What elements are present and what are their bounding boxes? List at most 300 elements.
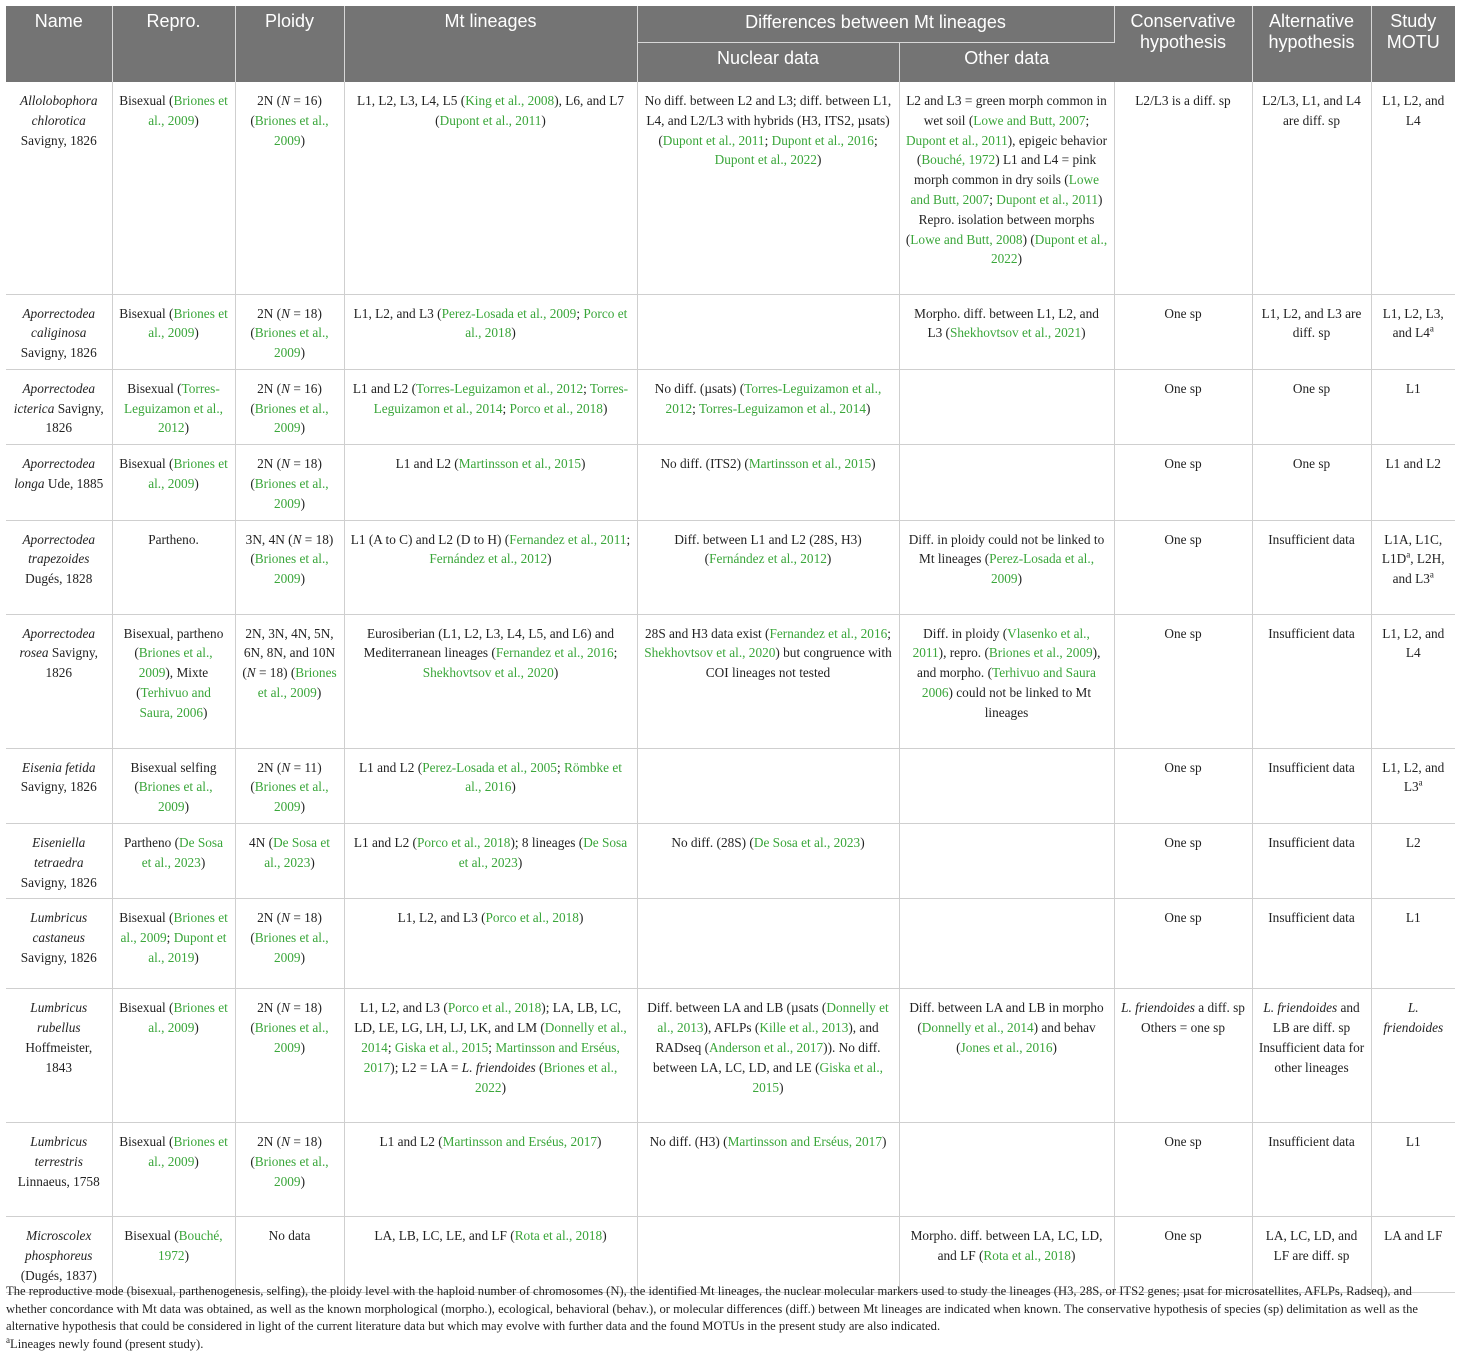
- italic-text: L. friendoides: [1383, 1000, 1444, 1036]
- cell-text: = 18) (: [250, 531, 334, 567]
- citation-link[interactable]: Rota et al., 2018: [514, 1228, 603, 1244]
- species-authority: Savigny, 1826: [20, 345, 97, 361]
- footnote-a: [6, 1336, 1455, 1354]
- header-mt-lineages: Mt lineages: [344, 6, 637, 82]
- citation-link[interactable]: Fernandez et al., 2016: [769, 625, 888, 641]
- species-name: Microscolex phosphoreus: [25, 1228, 93, 1264]
- cell-text: ): [194, 950, 199, 966]
- cell-text: ;: [583, 380, 590, 396]
- cell-text: Eurosiberian (L1, L2, L3, L4, L5, and L6) and Mediterranean lineages (: [363, 625, 615, 661]
- citation-link[interactable]: Briones et al., 2009: [254, 476, 329, 511]
- cell-text: Diff. in ploidy could not be linked to Mt lineages (: [908, 531, 1105, 567]
- citation-link[interactable]: Giska et al., 2015: [394, 1040, 489, 1056]
- citation-link[interactable]: Fernandez et al., 2016: [495, 645, 614, 661]
- footnote-marker: a: [1418, 778, 1423, 789]
- citation-link[interactable]: Shekhovtsov et al., 2020: [422, 665, 554, 681]
- cell-text: ): [881, 1134, 887, 1150]
- cell-text: 4N (: [249, 835, 274, 851]
- citation-link[interactable]: Martinsson and Erséus, 2017: [442, 1134, 598, 1150]
- species-name: Aporrectodea longa: [14, 456, 96, 492]
- citation-link[interactable]: Briones et al., 2009: [254, 1154, 329, 1190]
- citation-link[interactable]: Briones et al., 2009: [148, 1134, 228, 1170]
- cell-mt: [344, 899, 637, 989]
- citation-link[interactable]: Dupont et al., 2011: [905, 132, 1008, 148]
- cell-text: ): [200, 854, 206, 870]
- species-name: Aporrectodea trapezoides: [22, 531, 96, 567]
- cell-name: [6, 369, 112, 444]
- citation-link[interactable]: Torres-Leguizamon et al., 2014: [698, 400, 866, 416]
- cell-text: ): [300, 950, 306, 966]
- citation-link[interactable]: Briones et al., 2009: [138, 645, 213, 681]
- cell-mt: [344, 824, 637, 899]
- cell-alt: [1252, 899, 1371, 989]
- italic-text: N: [281, 93, 290, 108]
- footnote-a-mark: a: [6, 1334, 10, 1345]
- citation-link[interactable]: Anderson et al., 2017: [709, 1040, 824, 1056]
- cell-text: ): [541, 112, 546, 128]
- cell-text: ), and morpho. (: [917, 645, 1101, 681]
- header-name: Name: [6, 6, 112, 82]
- cell-ploidy: [235, 369, 344, 444]
- cell-cons: [1114, 294, 1252, 369]
- cell-ploidy: [235, 824, 344, 899]
- citation-link[interactable]: Donnelly et al., 2013: [657, 1000, 889, 1036]
- citation-link[interactable]: Briones et al., 2009: [254, 1020, 329, 1056]
- header-motu: Study MOTU: [1371, 6, 1455, 82]
- citation-link[interactable]: Briones et al., 2009: [254, 551, 329, 587]
- cell-text: L1: [1405, 1134, 1421, 1150]
- cell-name: [6, 294, 112, 369]
- cell-other: [899, 614, 1114, 748]
- citation-link[interactable]: Briones et al., 2009: [148, 456, 228, 492]
- cell-text: ): [547, 551, 552, 567]
- table-row: [6, 1123, 1455, 1217]
- cell-alt: [1252, 748, 1371, 823]
- table-row: [6, 369, 1455, 444]
- cell-text: Diff. between L1 and L2 (28S, H3) (: [674, 531, 862, 567]
- cell-text: Bisexual (: [127, 380, 182, 396]
- cell-alt: [1252, 989, 1371, 1123]
- cell-text: ): [511, 325, 516, 341]
- cell-text: ): [184, 420, 190, 436]
- cell-nuclear: [637, 748, 899, 823]
- cell-text: Diff. in ploidy (: [923, 625, 1008, 641]
- citation-link[interactable]: Briones et al., 2009: [254, 400, 329, 436]
- citation-link[interactable]: Briones et al., 2009: [254, 779, 329, 815]
- cell-text: Diff. between LA and LB in morpho (: [909, 1000, 1104, 1036]
- citation-link[interactable]: Shekhovtsov et al., 2020: [644, 645, 776, 661]
- italic-text: L. friendoides: [1121, 1000, 1195, 1016]
- cell-text: ): [597, 1134, 602, 1150]
- citation-link[interactable]: Martinsson et al., 2015: [748, 456, 872, 472]
- citation-link[interactable]: Dupont et al., 2016: [771, 132, 874, 148]
- cell-alt: [1252, 445, 1371, 520]
- cell-text: = 18) (: [250, 1134, 322, 1170]
- citation-link[interactable]: Bouché, 1972: [157, 1228, 223, 1264]
- cell-motu: [1371, 82, 1455, 294]
- citation-link[interactable]: Briones et al., 2009: [254, 112, 329, 148]
- cell-text: a diff. sp: [1194, 1000, 1245, 1016]
- citation-link[interactable]: Giska et al., 2015: [752, 1059, 884, 1095]
- citation-link[interactable]: Vlasenko et al., 2011: [912, 625, 1090, 661]
- species-name: Allolobophora chlorotica: [19, 93, 98, 128]
- cell-alt: [1252, 1123, 1371, 1217]
- citation-link[interactable]: Briones et al., 2009: [254, 930, 329, 966]
- cell-text: ;: [1085, 112, 1090, 128]
- cell-text: L1: [1405, 910, 1421, 926]
- cell-mt: [344, 748, 637, 823]
- citation-link[interactable]: Rota et al., 2018: [983, 1248, 1071, 1264]
- citation-link[interactable]: Briones et al., 2009: [148, 93, 228, 128]
- cell-text: ): [866, 400, 871, 416]
- cell-text: L1 and L2 (: [395, 456, 459, 472]
- citation-link[interactable]: Torres-Leguizamon et al., 2012: [416, 380, 584, 396]
- species-name: Aporrectodea caliginosa: [22, 305, 96, 341]
- cell-text: ): [871, 456, 876, 472]
- footnote-marker: a: [1429, 323, 1434, 334]
- citation-link[interactable]: Torres-Leguizamon et al., 2012: [665, 380, 882, 416]
- citation-link[interactable]: Kille et al., 2013: [759, 1020, 849, 1036]
- citation-link[interactable]: Terhivuo and Saura, 2006: [139, 685, 211, 720]
- cell-text: = 16) (: [250, 93, 322, 128]
- cell-name: [6, 989, 112, 1123]
- cell-text: ): [194, 1154, 199, 1170]
- cell-nuclear: [637, 520, 899, 614]
- cell-cons: [1114, 989, 1252, 1123]
- citation-link[interactable]: Briones et al., 2009: [257, 665, 337, 701]
- cell-text: = 16) (: [250, 380, 322, 416]
- citation-link[interactable]: Dupont et al., 2011: [439, 112, 542, 128]
- table-row: [6, 294, 1455, 369]
- cell-nuclear: [637, 294, 899, 369]
- citation-link[interactable]: Fernández et al., 2012: [429, 551, 548, 567]
- cell-repro: [112, 520, 235, 614]
- citation-link[interactable]: De Sosa et al., 2023: [141, 835, 223, 870]
- cell-text: ): [602, 400, 608, 416]
- cell-other: [899, 824, 1114, 899]
- cell-cons: [1114, 899, 1252, 989]
- cell-text: ): [1017, 571, 1023, 587]
- cell-mt: [344, 614, 637, 748]
- cell-text: 2N (: [257, 910, 282, 926]
- citation-link[interactable]: Perez-Losada et al., 2009: [441, 305, 577, 321]
- cell-alt: [1252, 614, 1371, 748]
- citation-link[interactable]: Porco et al., 2018: [417, 835, 511, 851]
- citation-link[interactable]: Martinsson et al., 2015: [458, 456, 581, 472]
- cell-text: ): [316, 685, 322, 701]
- cell-text: 2N (: [257, 93, 282, 108]
- citation-link[interactable]: Römbke et al., 2016: [465, 759, 622, 795]
- citation-link[interactable]: Dupont et al., 2019: [148, 930, 227, 966]
- cell-text: ): [194, 325, 199, 341]
- cell-motu: [1371, 445, 1455, 520]
- cell-text: One sp: [1164, 305, 1202, 321]
- citation-link[interactable]: Donnelly et al., 2014: [921, 1020, 1034, 1036]
- citation-link[interactable]: Dupont et al., 2011: [662, 132, 765, 148]
- cell-text: One sp: [1164, 1228, 1202, 1244]
- citation-link[interactable]: Martinsson and Erséus, 2017: [363, 1040, 620, 1075]
- cell-text: Partheno (: [124, 835, 180, 851]
- species-authority: Linnaeus, 1758: [17, 1174, 100, 1190]
- cell-text: ); LA, LB, LC, LD, LE, LG, LH, LJ, LK, and LM (: [354, 1000, 622, 1036]
- cell-text: ) could not be linked to Mt lineages: [948, 685, 1092, 720]
- citation-link[interactable]: Porco et al., 2018: [465, 305, 628, 341]
- citation-link[interactable]: Lowe and Butt, 2007: [910, 172, 1100, 207]
- species-authority: Savigny, 1826: [20, 132, 97, 148]
- cell-text: L1 and L2 (: [353, 835, 417, 851]
- cell-text: ): [501, 1079, 507, 1095]
- citation-link[interactable]: Jones et al., 2016: [960, 1040, 1053, 1056]
- cell-text: Others = one sp: [1141, 1020, 1225, 1036]
- citation-link[interactable]: Shekhovtsov et al., 2021: [949, 325, 1082, 341]
- cell-ploidy: [235, 82, 344, 294]
- table-footnotes: [6, 1283, 1455, 1353]
- cell-text: , L2H, and L3: [1392, 551, 1445, 587]
- cell-text: 2N (: [257, 380, 282, 396]
- cell-text: Insufficient data: [1268, 759, 1355, 775]
- cell-text: ), repro. (: [938, 645, 989, 661]
- cell-text: 2N (: [257, 759, 282, 775]
- citation-link[interactable]: Fernández et al., 2012: [709, 551, 827, 567]
- cell-text: )). No diff. between LA, LC, LD, and LE (: [652, 1040, 881, 1075]
- table-row: [6, 989, 1455, 1123]
- species-authority: Savigny, 1826: [20, 874, 97, 890]
- cell-alt: [1252, 294, 1371, 369]
- cell-text: ): [300, 1040, 306, 1056]
- cell-text: ;: [387, 1040, 395, 1056]
- cell-text: L1, L2, L3, L4, L5 (: [356, 93, 466, 108]
- cell-text: ): [300, 495, 306, 511]
- cell-repro: [112, 369, 235, 444]
- cell-other: [899, 369, 1114, 444]
- cell-text: No diff. between L2 and L3; diff. between L1, L4, and L2/L3 with hybrids (H3, ITS2, µsats) (: [644, 93, 892, 148]
- cell-text: Bisexual (: [119, 1134, 174, 1150]
- cell-text: One sp: [1292, 380, 1331, 396]
- citation-link[interactable]: Briones et al., 2009: [138, 779, 213, 815]
- table-row: [6, 824, 1455, 899]
- cell-cons: [1114, 1217, 1252, 1292]
- table-row: [6, 748, 1455, 823]
- cell-cons: [1114, 369, 1252, 444]
- cell-text: ): [1052, 1040, 1057, 1056]
- cell-text: ): [300, 132, 306, 148]
- citation-link[interactable]: Fernandez et al., 2011: [509, 531, 627, 547]
- citation-link[interactable]: De Sosa et al., 2023: [753, 835, 861, 851]
- cell-text: ): [310, 854, 315, 870]
- cell-text: ;: [692, 400, 699, 416]
- cell-other: [899, 748, 1114, 823]
- cell-text: One sp: [1164, 625, 1202, 641]
- cell-ploidy: [235, 1123, 344, 1217]
- species-authority: (Dugés, 1837): [20, 1268, 97, 1284]
- table-body: [6, 82, 1455, 1292]
- cell-text: ) Repro. isolation between morphs (: [905, 191, 1103, 247]
- cell-text: Insufficient data: [1268, 910, 1355, 926]
- cell-text: = 11) (: [250, 759, 322, 795]
- citation-link[interactable]: Dupont et al., 2022: [714, 152, 817, 168]
- cell-motu: [1371, 989, 1455, 1123]
- cell-alt: [1252, 1217, 1371, 1292]
- citation-link[interactable]: Martinsson and Erséus, 2017: [727, 1134, 882, 1150]
- citation-link[interactable]: Lowe and Butt, 2007: [973, 112, 1086, 128]
- cell-text: ): [511, 779, 516, 795]
- cell-motu: [1371, 1217, 1455, 1292]
- cell-text: 2N (: [257, 1000, 282, 1016]
- species-authority: Hoffmeister, 1843: [25, 1040, 93, 1075]
- cell-text: L1: [1405, 380, 1421, 396]
- citation-link[interactable]: Briones et al., 2009: [120, 910, 228, 946]
- citation-link[interactable]: Briones et al., 2009: [988, 645, 1093, 661]
- cell-text: = 18) (: [250, 1000, 322, 1036]
- cell-nuclear: [637, 824, 899, 899]
- cell-alt: [1252, 82, 1371, 294]
- cell-text: ): [300, 799, 306, 815]
- italic-text: N: [281, 1134, 290, 1150]
- cell-text: One sp: [1164, 759, 1202, 775]
- cell-other: [899, 294, 1114, 369]
- citation-link[interactable]: Porco et al., 2018: [447, 1000, 542, 1016]
- cell-text: LA and LF: [1384, 1228, 1443, 1244]
- cell-text: and LB are diff. sp: [1272, 1000, 1360, 1036]
- header-nuclear: Nuclear data: [637, 43, 899, 83]
- cell-text: L1, L2, and L3 (: [359, 1000, 448, 1016]
- citation-link[interactable]: Briones et al., 2022: [474, 1059, 618, 1095]
- citation-link[interactable]: De Sosa et al., 2023: [458, 835, 628, 870]
- species-name: Aporrectodea icterica: [13, 380, 96, 416]
- cell-text: One sp: [1292, 456, 1331, 472]
- cell-text: ;: [556, 759, 564, 775]
- cell-ploidy: [235, 520, 344, 614]
- citation-link[interactable]: King et al., 2008: [465, 93, 555, 108]
- cell-other: [899, 82, 1114, 294]
- cell-text: ): [300, 1174, 306, 1190]
- citation-link[interactable]: Terhivuo and Saura 2006: [921, 665, 1096, 701]
- cell-text: ): [300, 345, 306, 361]
- cell-cons: [1114, 1123, 1252, 1217]
- citation-link[interactable]: Porco et al., 2018: [485, 910, 579, 926]
- cell-text: Insufficient data: [1268, 531, 1355, 547]
- cell-ploidy: [235, 1217, 344, 1292]
- cell-motu: [1371, 748, 1455, 823]
- header-other: Other data: [899, 43, 1114, 83]
- citation-link[interactable]: Torres-Leguizamon et al., 2014: [373, 380, 629, 416]
- cell-mt: [344, 520, 637, 614]
- cell-repro: [112, 294, 235, 369]
- cell-name: [6, 899, 112, 989]
- header-repro: Repro.: [112, 6, 235, 82]
- cell-alt: [1252, 369, 1371, 444]
- cell-text: ): [860, 835, 865, 851]
- citation-link[interactable]: Dupont et al., 2022: [990, 231, 1108, 267]
- citation-link[interactable]: Perez-Losada et al., 2005: [422, 759, 557, 775]
- cell-cons: [1114, 82, 1252, 294]
- cell-text: Bisexual (: [119, 456, 174, 472]
- citation-link[interactable]: Briones et al., 2009: [254, 325, 329, 361]
- cell-text: ): [602, 1228, 607, 1244]
- cell-motu: [1371, 824, 1455, 899]
- cell-text: 2N (: [257, 1134, 282, 1150]
- cell-text: No diff. (µsats) (: [654, 380, 745, 396]
- cell-motu: [1371, 520, 1455, 614]
- cell-text: ): [184, 799, 190, 815]
- cell-text: Bisexual (: [119, 305, 174, 321]
- cell-cons: [1114, 614, 1252, 748]
- citation-link[interactable]: Donnelly et al., 2014: [361, 1020, 627, 1056]
- cell-text: L1, L2, and L4: [1382, 625, 1445, 661]
- cell-name: [6, 824, 112, 899]
- citation-link[interactable]: Lowe and Butt, 2008: [910, 231, 1023, 247]
- citation-link[interactable]: Bouché, 1972: [921, 152, 996, 168]
- cell-text: ) but congruence with COI lineages not tested: [705, 645, 892, 681]
- cell-repro: [112, 82, 235, 294]
- cell-cons: [1114, 445, 1252, 520]
- species-name: Eisenia fetida: [22, 759, 96, 775]
- cell-repro: [112, 445, 235, 520]
- cell-text: ) and behav (: [956, 1020, 1096, 1056]
- cell-text: ;: [989, 191, 997, 207]
- cell-text: L1, L2, and L3 (: [353, 305, 442, 321]
- cell-repro: [112, 1217, 235, 1292]
- cell-text: LA, LC, LD, and LF are diff. sp: [1265, 1228, 1358, 1264]
- cell-text: L1 and L2 (: [359, 759, 423, 775]
- italic-text: N: [281, 456, 290, 472]
- cell-text: No diff. (28S) (: [671, 835, 754, 851]
- cell-text: Diff. between LA and LB (µsats (: [647, 1000, 827, 1016]
- table-row: [6, 899, 1455, 989]
- cell-text: L1 and L2 (: [352, 380, 417, 396]
- footnote-marker: a: [1429, 569, 1434, 580]
- cell-mt: [344, 989, 637, 1123]
- cell-text: L1, L2, and L3: [1382, 759, 1445, 795]
- citation-link[interactable]: Briones et al., 2009: [148, 1000, 228, 1036]
- citation-link[interactable]: Dupont et al., 2011: [996, 191, 1099, 207]
- cell-text: L2 and L3 = green morph common in wet soil (: [906, 93, 1107, 128]
- citation-link[interactable]: Torres-Leguizamon et al., 2012: [124, 380, 223, 436]
- italic-text: N: [281, 910, 290, 926]
- cell-text: ;: [626, 531, 631, 547]
- cell-text: No diff. (H3) (: [649, 1134, 728, 1150]
- cell-mt: [344, 82, 637, 294]
- cell-ploidy: [235, 614, 344, 748]
- cell-other: [899, 445, 1114, 520]
- cell-text: ), Mixte (: [136, 665, 209, 701]
- cell-repro: [112, 824, 235, 899]
- cell-text: ), AFLPs (: [703, 1020, 760, 1036]
- cell-cons: [1114, 520, 1252, 614]
- cell-ploidy: [235, 294, 344, 369]
- cell-name: [6, 1217, 112, 1292]
- citation-link[interactable]: De Sosa et al., 2023: [264, 835, 330, 870]
- cell-name: [6, 82, 112, 294]
- table-row: [6, 520, 1455, 614]
- citation-link[interactable]: Porco et al., 2018: [509, 400, 603, 416]
- table-row: [6, 445, 1455, 520]
- cell-ploidy: [235, 899, 344, 989]
- cell-ploidy: [235, 748, 344, 823]
- cell-text: L1 (A to C) and L2 (D to H) (: [350, 531, 510, 547]
- cell-cons: [1114, 824, 1252, 899]
- citation-link[interactable]: Perez-Losada et al., 2009: [989, 551, 1095, 587]
- cell-text: ), L6, and L7 (: [435, 93, 624, 128]
- species-authority: Ude, 1885: [47, 476, 104, 492]
- citation-link[interactable]: Briones et al., 2009: [148, 305, 228, 341]
- cell-text: ): [194, 476, 199, 492]
- cell-text: One sp: [1164, 910, 1202, 926]
- cell-text: LA, LB, LC, LE, and LF (: [374, 1228, 515, 1244]
- cell-text: Bisexual (: [124, 1228, 179, 1244]
- species-authority: Savigny, 1826: [45, 400, 104, 436]
- cell-repro: [112, 899, 235, 989]
